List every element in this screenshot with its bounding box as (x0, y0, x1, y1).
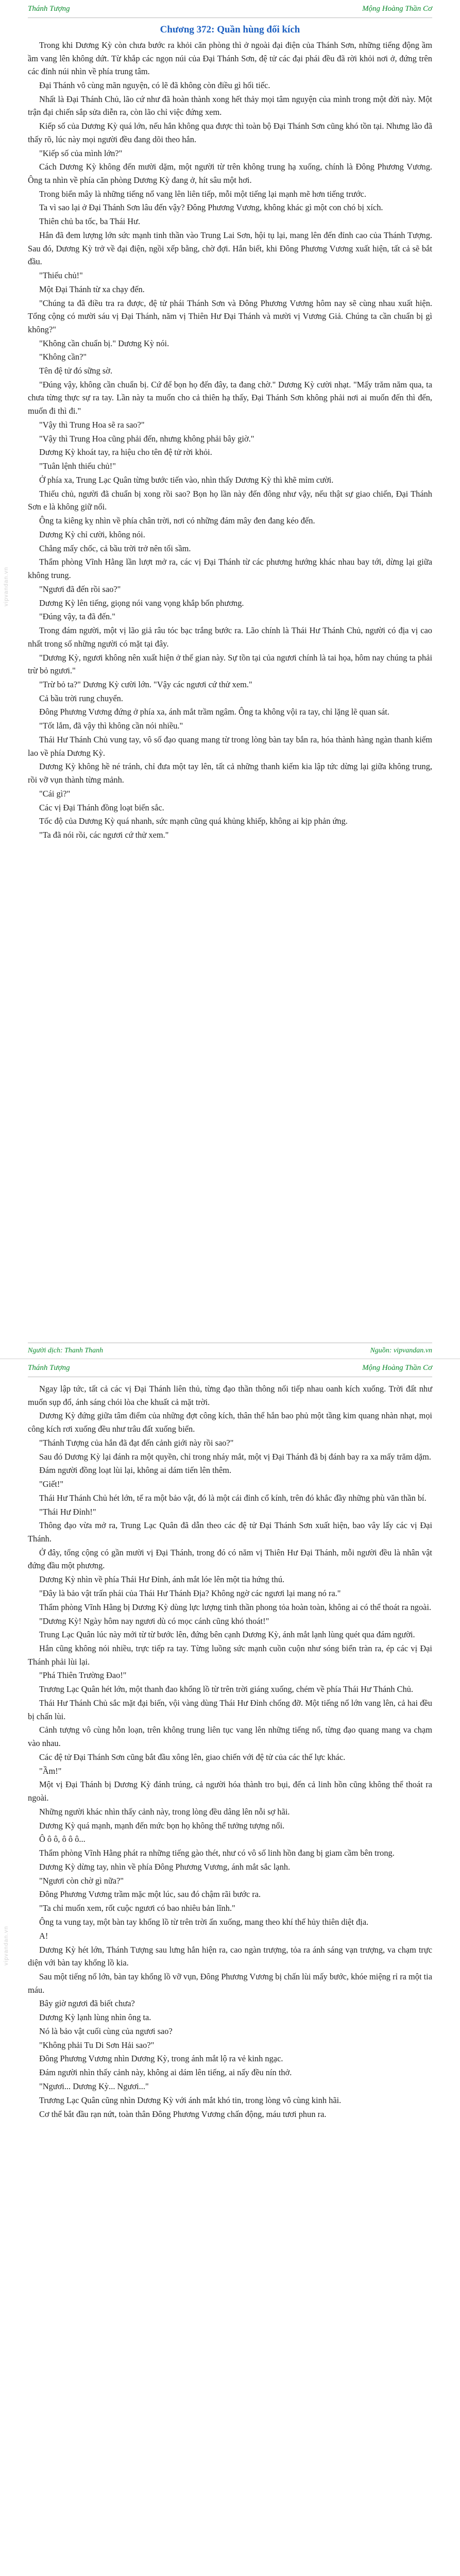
header-book-title: Thánh Tượng (28, 1363, 70, 1372)
header-series-title: Mộng Hoàng Thần Cơ (362, 4, 432, 13)
paragraph: Sau một tiếng nổ lớn, bàn tay khổng lồ vỡ vụn, Đông Phương Vương bị chấn lùi mấy bước, khóe miệng rỉ ra một tia máu. (28, 1971, 433, 1995)
paragraph: Bây giờ ngươi đã biết chưa? (39, 1998, 135, 2009)
paragraph: Sau đó Dương Kỳ lại đánh ra một quyền, chỉ trong nháy mắt, một vị Đại Thánh đã bị đánh bay ra xa mấy trăm dặm. (39, 1451, 432, 1462)
paragraph: "Tốt lắm, đã vậy thì không cần nói nhiều." (39, 721, 183, 731)
paragraph: "Chúng ta đã điều tra ra được, đệ tử phái Thánh Sơn và Đông Phương Vương hôm nay sẽ cùng nhau xuất hiện. Tổng cộng có mười sáu vị Đại Thánh, năm vị Thiên Hư Đại Thánh và mười vị Vương Giả. Chúng ta cần chuẩn bị gì không?" (28, 298, 432, 334)
paragraph: Dương Kỳ hét lớn, Thánh Tượng sau lưng hắn hiện ra, cao ngàn trượng, tỏa ra ánh sáng vạn trượng, va chạm trực diện với bàn tay khổng lồ kia. (28, 1944, 432, 1968)
paragraph: "Đúng vậy, không cần chuẩn bị. Cứ để bọn họ đến đây, ta đang chờ." Dương Kỳ cười nhạt. "Mấy trăm năm qua, ta chưa từng thực sự ra tay. Lần này ta muốn cho cả thiên hạ thấy, Đại Thánh Sơn không phải nơi ai muốn đến thì đến, muốn đi thì đi." (28, 379, 432, 416)
paragraph: "Thiếu chủ!" (39, 270, 83, 280)
paragraph: Cơ thể bắt đầu rạn nứt, toàn thân Đông Phương Vương chấn động, máu tươi phun ra. (39, 2109, 327, 2119)
paragraph: Trương Lạc Quân cũng nhìn Dương Kỳ với ánh mắt khó tin, trong lòng vô cùng kinh hãi. (39, 2095, 342, 2105)
paragraph: Đám người đồng loạt lùi lại, không ai dám tiến lên thêm. (39, 1465, 232, 1476)
paragraph: Trong đám người, một vị lão giả râu tóc bạc trắng bước ra. Lão chính là Thái Hư Thánh Chủ, người có địa vị cao nhất trong số những người có mặt tại đây. (28, 625, 432, 649)
paragraph: Ở đây, tổng cộng có gần mười vị Đại Thánh, trong đó có năm vị Thiên Hư Đại Thánh, mỗi người đều là nhân vật đứng đầu một phương. (28, 1547, 432, 1571)
paragraph: Thiên chủ ba tốc, ba Thái Hư. (39, 216, 141, 227)
page-header (28, 1359, 432, 1377)
paragraph: Những người khác nhìn thấy cảnh này, trong lòng đều dâng lên nỗi sợ hãi. (39, 1806, 290, 1817)
paragraph: Nó là bảo vật cuối cùng của ngươi sao? (39, 2026, 173, 2036)
paragraph: Hắn cũng không nói nhiều, trực tiếp ra tay. Từng luồng sức mạnh cuồn cuộn như sóng biển tràn ra, ép các vị Đại Thánh phải lùi lại. (28, 1643, 432, 1667)
paragraph: Ở phía xa, Trung Lạc Quân từng bước tiến vào, nhìn thấy Dương Kỳ thì khẽ mỉm cười. (39, 474, 334, 485)
paragraph: Dương Kỳ lạnh lùng nhìn ông ta. (39, 2012, 151, 2023)
paragraph: Một vị Đại Thánh bị Dương Kỳ đánh trúng, cả người hóa thành tro bụi, đến cả linh hồn cũng không thể thoát ra ngoài. (28, 1780, 432, 1803)
paragraph: Đại Thánh vô cùng mãn nguyện, có lẽ đã không còn điều gì hối tiếc. (39, 80, 270, 90)
paragraph: "Không phải Tu Di Sơn Hải sao?" (39, 2040, 155, 2050)
paragraph: Dương Kỳ khoát tay, ra hiệu cho tên đệ tử rời khỏi. (39, 447, 212, 457)
paragraph: Dương Kỳ lên tiếng, giọng nói vang vọng khắp bốn phương. (39, 598, 244, 608)
paragraph: Tốc độ của Dương Kỳ quá nhanh, sức mạnh cũng quá khủng khiếp, không ai kịp phản ứng. (39, 816, 348, 826)
paragraph: Ngay lập tức, tất cả các vị Đại Thánh liên thủ, từng đạo thần thông nối tiếp nhau oanh kích xuống. Trời đất như muốn sụp đổ, ánh sáng chói lòa che khuất cả mặt trời. (28, 1384, 432, 1407)
paragraph: Nhất là Đại Thánh Chủ, lão cứ như đã hoàn thành xong hết thảy mọi tâm nguyện của mình trong một đời này. Một trận đại chiến sắp sửa diễn ra, còn lão chỉ việc đứng xem. (28, 94, 432, 117)
paragraph: "Trừ bỏ ta?" Dương Kỳ cười lớn. "Vậy các ngươi cứ thử xem." (39, 679, 252, 689)
footer-source: Nguồn: vipvandan.vn (370, 1347, 432, 1354)
paragraph: Dương Kỳ dừng tay, nhìn về phía Đông Phương Vương, ánh mắt sắc lạnh. (39, 1861, 291, 1872)
paragraph: Ta vì sao lại ở Đại Thánh Sơn lâu đến vậy? Đông Phương Vương, không khác gì một con chó bị xích. (39, 202, 383, 213)
paragraph: Trương Lạc Quân hét lớn, một thanh đao khổng lồ từ trên trời giáng xuống, chém về phía Thái Hư Thánh Chủ. (39, 1684, 414, 1694)
chapter-body (28, 39, 432, 842)
paragraph: "Vậy thì Trung Hoa cũng phải đến, nhưng không phải bây giờ." (39, 433, 254, 444)
paragraph: Dương Kỳ đứng giữa tâm điểm của những đợt công kích, thân thể hắn bao phủ một tầng kim quang nhàn nhạt, mọi công kích rơi xuống đều như trâu đất xuống biển. (28, 1411, 432, 1434)
side-watermark: vipvandan.vn (3, 567, 9, 606)
paragraph: Cả bầu trời rung chuyển. (39, 693, 123, 703)
paragraph: "Đúng vậy, ta đã đến." (39, 612, 115, 622)
paragraph: "Vậy thì Trung Hoa sẽ ra sao?" (39, 419, 145, 430)
page (0, 1359, 460, 2576)
paragraph: Một Đại Thánh từ xa chạy đến. (39, 284, 145, 294)
paragraph: Thiếu chủ, người đã chuẩn bị xong rồi sao? Bọn họ lần này đến đông như vậy, nếu thật sự giao chiến, Đại Thánh Sơn e là không giữ nổi. (28, 488, 432, 512)
header-series-title: Mộng Hoàng Thần Cơ (362, 1363, 432, 1372)
paragraph: Đông Phương Vương nhìn Dương Kỳ, trong ánh mắt lộ ra vẻ kinh ngạc. (39, 2054, 283, 2064)
chapter-body (28, 1382, 432, 2121)
paragraph: "Ta đã nói rồi, các ngươi cứ thử xem." (39, 830, 169, 840)
paragraph: Thẩm phòng Vĩnh Hằng phát ra những tiếng gào thét, như có vô số linh hồn đang bị giam cầm bên trong. (39, 1848, 395, 1858)
paragraph: Đông Phương Vương đứng ở phía xa, ánh mắt trầm ngâm. Ông ta không vội ra tay, chỉ lặng lẽ quan sát. (39, 707, 389, 717)
paragraph: Kiếp số của Dương Kỳ quá lớn, nếu hắn không qua được thì toàn bộ Đại Thánh Sơn cũng khó tồn tại. Nhưng lão đã thấy rõ, lúc này mọi người đều đang dõi theo hắn. (28, 121, 432, 144)
page-footer (28, 1343, 432, 1359)
paragraph: Thẩm phòng Vĩnh Hằng lần lượt mở ra, các vị Đại Thánh từ các phương hướng khác nhau bay tới, dừng lại giữa không trung. (28, 557, 432, 581)
paragraph: Ông ta vung tay, một bàn tay khổng lồ từ trên trời ấn xuống, mang theo khí thế hủy thiên diệt địa. (39, 1917, 369, 1927)
paragraph: "Không cần chuẩn bị." Dương Kỳ nói. (39, 338, 169, 348)
paragraph: "Ngươi còn chờ gì nữa?" (39, 1875, 124, 1886)
paragraph: Đông Phương Vương trầm mặc một lúc, sau đó chậm rãi bước ra. (39, 1889, 261, 1900)
paragraph: "Phá Thiên Trường Đao!" (39, 1670, 127, 1681)
paragraph: "Ngươi đã đến rồi sao?" (39, 584, 121, 594)
paragraph: Thái Hư Thánh Chủ sắc mặt đại biến, vội vàng dùng Thái Hư Đỉnh chống đỡ. Một tiếng nổ lớn vang lên, cả hai đều bị chấn lùi. (28, 1698, 432, 1721)
header-book-title: Thánh Tượng (28, 4, 70, 13)
paragraph: "Không cần?" (39, 352, 87, 362)
paragraph: Trong biển mây là những tiếng nổ vang lên liên tiếp, mỗi một tiếng lại mạnh mẽ hơn tiếng trước. (39, 189, 366, 199)
paragraph: Trung Lạc Quân lúc này mới từ từ bước lên, đứng bên cạnh Dương Kỳ, ánh mắt lạnh lùng quét qua đám người. (39, 1630, 415, 1640)
paragraph: Dương Kỳ chỉ cười, không nói. (39, 529, 145, 539)
paragraph: "Thái Hư Đỉnh!" (39, 1506, 96, 1517)
paragraph: Dương Kỳ không hề né tránh, chỉ đưa một tay lên, tất cả những thanh kiếm kia lập tức dừng lại giữa không trung, rồi vỡ vụn thành từng mảnh. (28, 761, 432, 785)
paragraph: Ông ta kiêng kỵ nhìn về phía chân trời, nơi có những đám mây đen đang kéo đến. (39, 516, 315, 526)
paragraph: Các đệ tử Đại Thánh Sơn cũng bắt đầu xông lên, giao chiến với đệ tử của các thế lực khác. (39, 1752, 346, 1762)
paragraph: Đám người nhìn thấy cảnh này, không ai dám lên tiếng, ai nấy đều nín thở. (39, 2067, 292, 2078)
paragraph: "Dương Kỳ, ngươi không nên xuất hiện ở thế gian này. Sự tồn tại của ngươi chính là tai họa, hôm nay chúng ta phải trừ bỏ ngươi." (28, 652, 432, 676)
paragraph: Chẳng mấy chốc, cả bầu trời trở nên tối sầm. (39, 543, 191, 553)
paragraph: Thái Hư Thánh Chủ vung tay, vô số đạo quang mang từ trong lòng bàn tay bắn ra, hóa thành hàng ngàn thanh kiếm lao về phía Dương Kỳ. (28, 735, 432, 758)
paragraph: Hắn đã đem lượng lớn sức mạnh tinh thần vào Trung Lai Sơn, hội tụ lại, mang lên đến đỉnh cao của Thánh Tượng. Sau đó, Dương Kỳ trở về đại điện, ngồi xếp bằng, chờ đợi. Hắn biết, khi Đông Phương Vương xuất hiện, tất cả sẽ bắt đầu. (28, 230, 432, 267)
paragraph: "Đây là bảo vật trấn phái của Thái Hư Thánh Địa? Không ngờ các ngươi lại mang nó ra." (39, 1588, 341, 1598)
paragraph: "Giết!" (39, 1479, 64, 1489)
paragraph: "Ta chỉ muốn xem, rốt cuộc ngươi có bao nhiêu bản lĩnh." (39, 1903, 235, 1913)
paragraph: A! (39, 1930, 48, 1941)
paragraph: Tên đệ tử đó sững sờ. (39, 366, 113, 376)
paragraph: Cách Dương Kỳ không đến mười dặm, một người từ trên không trung hạ xuống, chính là Đông Phương Vương. Ông ta nhìn về phía căn phòng Dương Kỳ đang ở, hít sâu một hơi. (28, 162, 432, 185)
footer-translator: Người dịch: Thanh Thanh (28, 1347, 104, 1354)
paragraph: Ô ô ô, ô ô ô... (39, 1834, 86, 1844)
paragraph: "Ầm!" (39, 1766, 62, 1776)
paragraph: "Kiếp số của mình lớn?" (39, 148, 123, 158)
paragraph: Trong khi Dương Kỳ còn chưa bước ra khỏi căn phòng thì ở ngoài đại điện của Thánh Sơn, những tiếng động ầm ầm vang lên không dứt. Từ khắp các ngọn núi của Đại Thánh Sơn, đệ tử các đại phái đều đã rời khỏi nơi ở, đứng trên các đỉnh núi nhìn về phía trung tâm. (28, 40, 432, 77)
paragraph: "Ngươi... Dương Kỳ... Ngươi..." (39, 2081, 149, 2091)
paragraph: "Dương Kỳ! Ngày hôm nay ngươi dù có mọc cánh cũng khó thoát!" (39, 1616, 269, 1626)
paragraph: Cảnh tượng vô cùng hỗn loạn, trên không trung liên tục vang lên những tiếng nổ, từng đạo quang mang va chạm vào nhau. (28, 1725, 432, 1748)
paragraph: Dương Kỳ quá mạnh, mạnh đến mức bọn họ không thể tưởng tượng nổi. (39, 1820, 285, 1831)
chapter-title: Chương 372: Quần hùng đối kích (160, 24, 300, 35)
paragraph: Thông đạo vừa mở ra, Trung Lạc Quân đã dẫn theo các đệ tử Đại Thánh Sơn xuất hiện, bao vây lấy các vị Đại Thánh. (28, 1520, 432, 1544)
paragraph: "Thánh Tượng của hắn đã đạt đến cảnh giới này rồi sao?" (39, 1437, 234, 1448)
paragraph: "Tuân lệnh thiếu chủ!" (39, 461, 116, 471)
paragraph: "Cái gì?" (39, 788, 71, 799)
page-header (28, 0, 432, 18)
paragraph: Thẩm phòng Vĩnh Hằng bị Dương Kỳ dùng lực lượng tinh thần phong tỏa hoàn toàn, không ai có thể thoát ra ngoài. (39, 1602, 432, 1612)
paragraph: Thái Hư Thánh Chủ hét lớn, tế ra một bảo vật, đó là một cái đỉnh cổ kính, trên đó khắc đầy những phù văn thần bí. (39, 1493, 427, 1503)
paragraph: Các vị Đại Thánh đồng loạt biến sắc. (39, 802, 164, 812)
paragraph: Dương Kỳ nhìn về phía Thái Hư Đỉnh, ánh mắt lóe lên một tia hứng thú. (39, 1574, 285, 1585)
side-watermark: vipvandan.vn (3, 1926, 9, 1965)
